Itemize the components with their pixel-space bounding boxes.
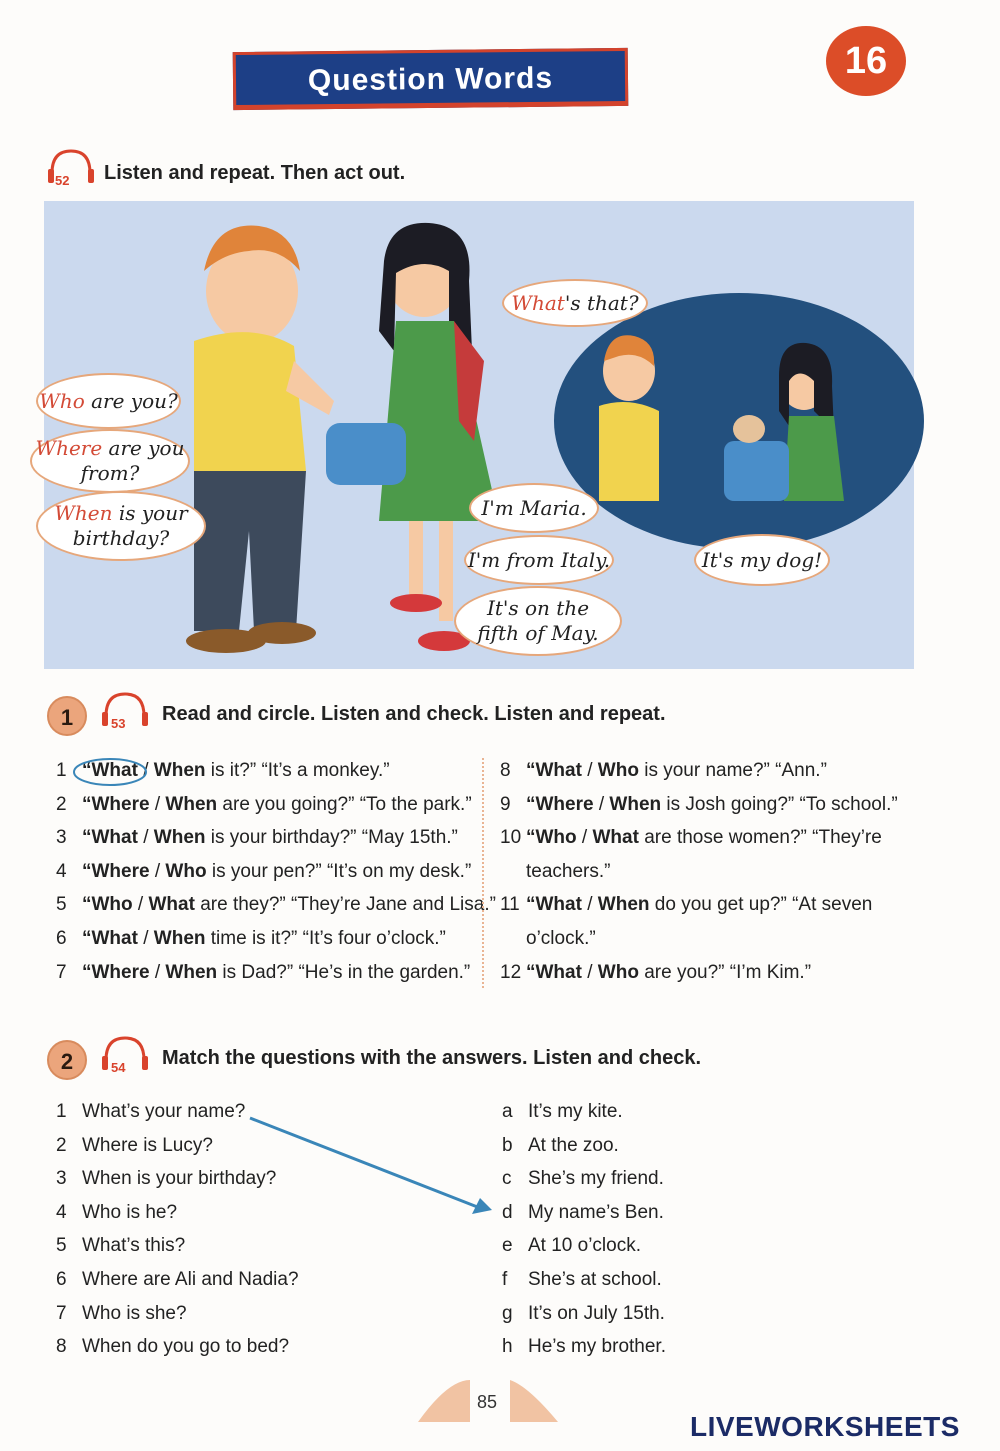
answer-circle-mark	[72, 756, 148, 788]
exercise-item	[56, 1336, 289, 1358]
exercise-instruction: Read and circle. Listen and check. Listen and repeat.	[162, 703, 666, 725]
item-text: is Josh going?” “To school.”	[661, 793, 898, 815]
exercise-item	[502, 1269, 662, 1291]
option-separator: /	[149, 961, 166, 983]
speech-bubble-name: I'm Maria.	[469, 483, 599, 533]
option-b[interactable]: Who	[597, 961, 639, 983]
exercise-item	[500, 861, 610, 883]
item-number: d	[502, 1201, 513, 1223]
option-separator: /	[137, 760, 154, 781]
item-text: do you get up?” “At seven	[649, 894, 873, 916]
option-separator: /	[581, 961, 598, 983]
page-number: 85	[476, 1392, 498, 1412]
item-number: f	[502, 1269, 508, 1290]
option-separator: /	[581, 894, 598, 916]
match-arrow	[240, 1110, 500, 1215]
item-number: 7	[56, 961, 67, 983]
item-number: 3	[56, 1168, 67, 1190]
exercise-item	[502, 1202, 664, 1224]
exercise-item	[56, 1202, 177, 1224]
item-number: 6	[56, 928, 67, 949]
speech-bubble-whats-that: What's that?	[502, 279, 648, 327]
option-separator: /	[576, 827, 593, 849]
item-text: teachers.”	[526, 860, 611, 882]
exercise-item	[56, 1269, 299, 1291]
intro-instruction: Listen and repeat. Then act out.	[104, 162, 406, 184]
option-a[interactable]: “What	[526, 894, 582, 916]
item-text[interactable]: Where is Lucy?	[82, 1134, 213, 1156]
exercise-item	[56, 962, 470, 984]
item-number: 7	[56, 1302, 67, 1324]
item-number: 5	[56, 1235, 67, 1257]
item-number: 10	[500, 827, 522, 849]
speech-bubble-who: Who are you?	[36, 373, 181, 429]
exercise-item	[56, 1303, 187, 1325]
item-text[interactable]: What’s this?	[82, 1235, 186, 1257]
speech-bubble-birthday: It's on the fifth of May.	[454, 586, 622, 656]
item-text: are you going?” “To the park.”	[217, 793, 472, 815]
unit-number-badge: 16	[826, 26, 906, 96]
track-number: 52	[55, 173, 70, 188]
item-number: 2	[56, 1134, 67, 1156]
option-separator: /	[137, 827, 154, 849]
item-text: are you?” “I’m Kim.”	[638, 961, 812, 983]
option-separator: /	[137, 928, 154, 949]
exercise-item	[500, 794, 898, 816]
item-text[interactable]: When is your birthday?	[82, 1168, 277, 1190]
exercise-item	[502, 1336, 666, 1358]
exercise-item	[56, 1135, 213, 1157]
column-divider	[482, 758, 484, 988]
exercise-item	[56, 894, 496, 916]
item-text[interactable]: He’s my brother.	[528, 1336, 666, 1358]
item-text[interactable]: It’s on July 15th.	[528, 1302, 665, 1324]
item-text: is your birthday?” “May 15th.”	[205, 827, 458, 849]
item-number: 8	[56, 1336, 67, 1358]
option-separator: /	[149, 793, 166, 815]
option-a[interactable]: “What	[82, 760, 138, 781]
option-b[interactable]: When	[153, 827, 206, 849]
speech-bubble-where: Where are you from?	[30, 429, 190, 493]
exercise-instruction: Match the questions with the answers. Listen and check.	[162, 1047, 702, 1069]
item-number: 2	[56, 793, 67, 815]
inset-scene	[554, 293, 924, 549]
item-text[interactable]: She’s at school.	[528, 1269, 662, 1290]
item-text: is it?” “It’s a monkey.”	[205, 760, 390, 781]
title-banner	[233, 48, 629, 110]
option-b[interactable]: What	[148, 894, 195, 916]
brand-logo: LIVEWORKSHEETS	[690, 1411, 960, 1442]
item-number: b	[502, 1134, 513, 1156]
exercise-item	[502, 1135, 619, 1157]
option-a[interactable]: “Where	[82, 961, 150, 983]
dialogue-illustration	[35, 201, 914, 669]
item-number: 4	[56, 1201, 67, 1223]
headphones-icon[interactable]	[46, 147, 96, 185]
option-separator: /	[581, 760, 598, 781]
option-b[interactable]: Who	[597, 760, 639, 781]
option-a[interactable]: “What	[82, 827, 138, 849]
item-text[interactable]: Who is she?	[82, 1302, 187, 1324]
option-separator: /	[132, 894, 149, 916]
option-a[interactable]: “Who	[82, 894, 133, 916]
item-number: 3	[56, 827, 67, 849]
exercise-item	[500, 962, 811, 984]
track-number: 53	[111, 716, 126, 731]
exercise-item	[500, 760, 827, 782]
option-b[interactable]: When	[165, 793, 218, 815]
item-text: are those women?” “They’re	[638, 827, 882, 849]
exercise-item	[56, 1235, 185, 1257]
item-text[interactable]: At 10 o’clock.	[528, 1235, 641, 1257]
exercise-item	[56, 861, 471, 883]
item-text: is your name?” “Ann.”	[638, 760, 827, 781]
option-b[interactable]: When	[597, 894, 650, 916]
item-number: 4	[56, 860, 67, 882]
girl-figure	[326, 223, 499, 651]
exercise-item	[500, 894, 872, 916]
option-b[interactable]: When	[165, 961, 218, 983]
exercise-item	[502, 1101, 623, 1123]
track-number: 54	[111, 1060, 126, 1075]
item-text[interactable]: Where are Ali and Nadia?	[82, 1269, 299, 1290]
item-text[interactable]: My name’s Ben.	[528, 1201, 664, 1223]
option-b[interactable]: When	[153, 928, 206, 949]
speech-bubble-dog: It's my dog!	[694, 534, 830, 586]
item-number: a	[502, 1101, 513, 1122]
exercise-item	[502, 1235, 641, 1257]
option-b[interactable]: Who	[165, 860, 207, 882]
option-b[interactable]: What	[592, 827, 639, 849]
item-number: g	[502, 1302, 513, 1324]
item-text[interactable]: She’s my friend.	[528, 1168, 664, 1190]
exercise-number: 1	[47, 696, 87, 736]
boy-figure	[186, 226, 334, 653]
option-a[interactable]: “Who	[526, 827, 577, 849]
exercise-item	[56, 928, 446, 950]
item-number: 1	[56, 760, 67, 781]
item-text[interactable]: When do you go to bed?	[82, 1336, 290, 1358]
option-a[interactable]: “Where	[82, 793, 150, 815]
exercise-item	[502, 1168, 664, 1190]
item-number: 9	[500, 793, 511, 815]
exercise-item	[500, 827, 882, 849]
option-a[interactable]: “What	[526, 961, 582, 983]
option-separator: /	[149, 860, 166, 882]
item-text: time is it?” “It’s four o’clock.”	[205, 928, 446, 949]
option-a[interactable]: “Where	[526, 793, 594, 815]
item-number: 6	[56, 1269, 67, 1290]
item-number: 12	[500, 961, 522, 983]
page-title: Question Words	[307, 61, 554, 98]
item-text[interactable]: Who is he?	[82, 1201, 178, 1223]
exercise-item	[56, 827, 458, 849]
item-text[interactable]: At the zoo.	[528, 1134, 619, 1156]
exercise-item	[56, 794, 472, 816]
item-number: h	[502, 1336, 513, 1358]
item-text: is your pen?” “It’s on my desk.”	[206, 860, 472, 882]
option-a[interactable]: “What	[82, 928, 138, 949]
item-number: e	[502, 1235, 513, 1257]
exercise-item	[56, 1101, 245, 1123]
item-number: c	[502, 1168, 512, 1190]
item-number: 5	[56, 894, 67, 916]
item-text: are they?” “They’re Jane and Lisa.”	[194, 894, 496, 916]
exercise-number: 2	[47, 1040, 87, 1080]
speech-bubble-italy: I'm from Italy.	[464, 535, 614, 585]
item-number: 1	[56, 1101, 67, 1122]
option-b[interactable]: When	[153, 760, 206, 781]
exercise-item	[502, 1303, 665, 1325]
option-separator: /	[593, 793, 610, 815]
item-number: 11	[500, 894, 520, 916]
option-a[interactable]: “Where	[82, 860, 150, 882]
option-b[interactable]: When	[609, 793, 662, 815]
item-number: 8	[500, 760, 511, 781]
item-text: o’clock.”	[526, 928, 596, 949]
option-a[interactable]: “What	[526, 760, 582, 781]
speech-bubble-when: When is your birthday?	[36, 491, 206, 561]
item-text[interactable]: It’s my kite.	[528, 1101, 623, 1122]
exercise-item	[500, 928, 596, 950]
item-text: is Dad?” “He’s in the garden.”	[217, 961, 471, 983]
item-text[interactable]: What’s your name?	[82, 1101, 246, 1122]
